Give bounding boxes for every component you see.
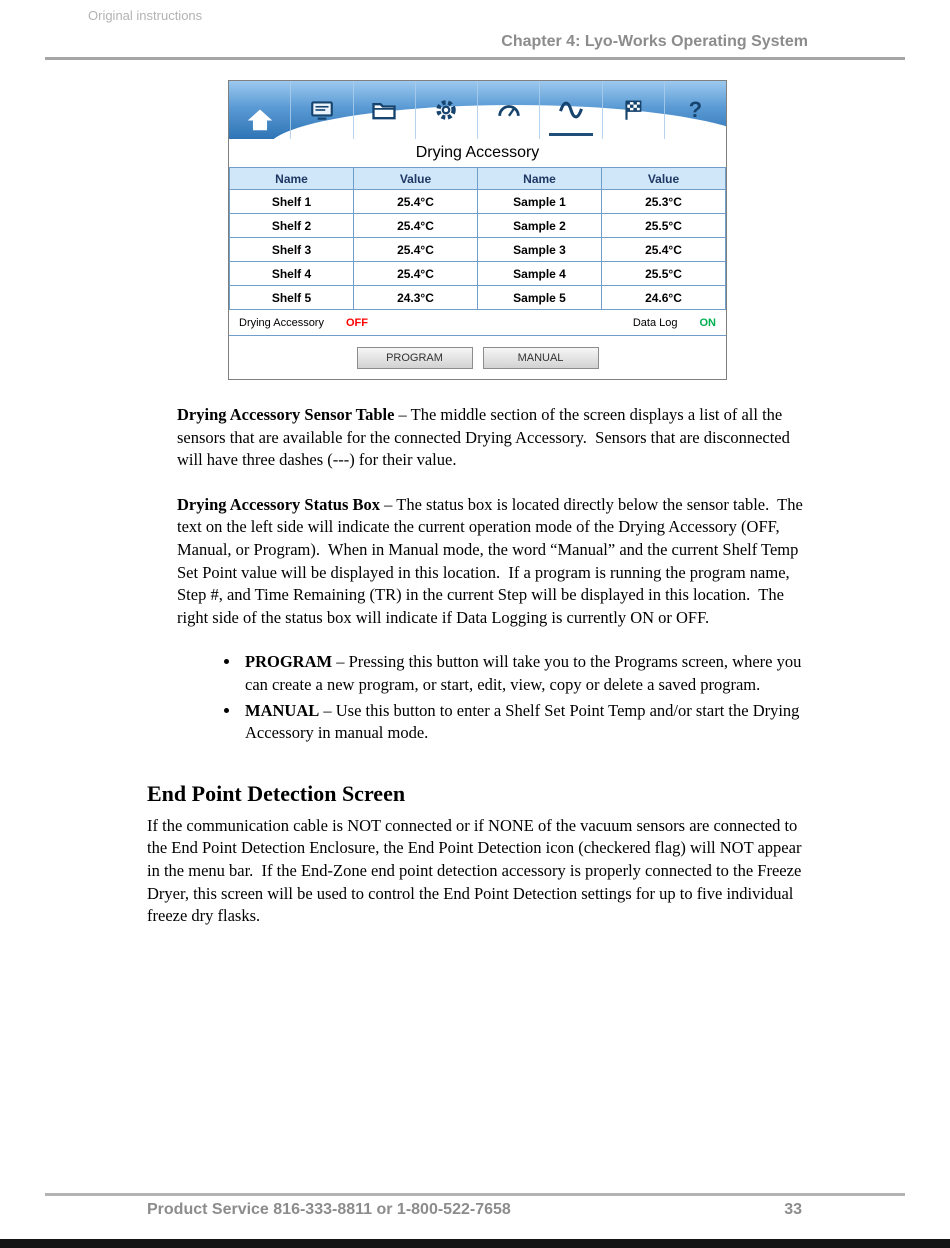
sensor-name: Sample 2	[478, 214, 602, 238]
status-mode-value: OFF	[345, 316, 368, 329]
sensor-value: 24.3°C	[354, 286, 478, 310]
footer-rule	[45, 1193, 905, 1196]
sensor-value: 25.4°C	[354, 190, 478, 214]
system-status-icon[interactable]	[290, 81, 352, 139]
programs-folder-icon[interactable]	[353, 81, 415, 139]
sensor-value: 25.4°C	[354, 214, 478, 238]
sensor-name: Sample 4	[478, 262, 602, 286]
column-header: Value	[602, 168, 726, 190]
page-number: 33	[784, 1201, 802, 1218]
page-bottom-edge	[0, 1239, 950, 1248]
sensor-value: 25.4°C	[602, 238, 726, 262]
original-instructions-label: Original instructions	[88, 8, 203, 23]
screen-title: Drying Accessory	[229, 139, 726, 167]
paragraph-text: – The status box is located directly below the sensor table. The text on the left side will indicate the current operation mode of the Drying Accessory (OFF, Manual, or Program). When in Manual mode, the word “Manual” and the current Shelf Temp Set Point value will be displayed in this location. If a program is running the program name, Step #, and Time Remaining (TR) in the current Step will be displayed in this location. The right side of the status box will indicate if Data Logging is currently ON or OFF.	[177, 494, 807, 627]
table-row	[230, 286, 726, 310]
list-item	[241, 651, 809, 696]
paragraph-status-box	[177, 494, 809, 630]
sensor-value: 25.3°C	[602, 190, 726, 214]
sensor-name: Sample 3	[478, 238, 602, 262]
button-description-list	[241, 651, 809, 744]
help-icon[interactable]	[664, 81, 726, 139]
bullet-lead-bold: MANUAL	[245, 700, 320, 720]
sensor-value: 25.5°C	[602, 214, 726, 238]
bullet-lead-bold: PROGRAM	[245, 652, 333, 672]
end-point-detection-icon[interactable]	[602, 81, 664, 139]
bullet-text: – Use this button to enter a Shelf Set Point Temp and/or start the Drying Accessory in manual mode.	[245, 700, 803, 743]
paragraph-sensor-table	[177, 404, 809, 472]
table-row	[230, 238, 726, 262]
table-row	[230, 214, 726, 238]
column-header: Name	[230, 168, 354, 190]
data-log-value: ON	[699, 316, 716, 329]
sensor-name: Sample 5	[478, 286, 602, 310]
lyo-works-screenshot	[228, 80, 727, 380]
bullet-text: – Pressing this button will take you to the Programs screen, where you can create a new program, or start, edit, view, copy or delete a saved program.	[245, 652, 806, 694]
table-row	[230, 262, 726, 286]
paragraph-text: – The middle section of the screen displays a list of all the sensors that are available for the connected Drying Accessory. Sensors that are disconnected will have three dashes (---) for their value.	[177, 405, 795, 470]
sensor-value: 25.4°C	[354, 238, 478, 262]
paragraph-end-point: If the communication cable is NOT connected or if NONE of the vacuum sensors are connected to the End Point Detection Enclosure, the End Point Detection icon (checkered flag) will NOT appear in the menu bar. If the End-Zone end point detection accessory is properly connected to the Freeze Dryer, this screen will be used to control the End Point Detection settings for up to five individual freeze dry flasks.	[147, 815, 806, 926]
data-log-label: Data Log	[632, 316, 678, 329]
help-glyph: ?	[688, 97, 703, 122]
list-item	[241, 700, 809, 745]
chapter-title: Chapter 4: Lyo-Works Operating System	[501, 33, 808, 50]
manual-button[interactable]: MANUAL	[483, 347, 599, 369]
program-button[interactable]: PROGRAM	[357, 347, 473, 369]
vacuum-gauge-icon[interactable]	[477, 81, 539, 139]
footer-service-line: Product Service 816-333-8811 or 1-800-522-7658	[147, 1201, 511, 1218]
sensor-name: Shelf 1	[230, 190, 354, 214]
sensor-value: 24.6°C	[602, 286, 726, 310]
toolbar	[229, 81, 726, 139]
status-box	[229, 310, 726, 336]
sensor-value: 25.5°C	[602, 262, 726, 286]
header-rule	[45, 57, 905, 60]
sensor-name: Shelf 2	[230, 214, 354, 238]
column-header: Value	[354, 168, 478, 190]
sensor-name: Shelf 3	[230, 238, 354, 262]
drying-accessory-icon[interactable]	[539, 81, 601, 139]
settings-icon[interactable]	[415, 81, 477, 139]
sensor-name: Sample 1	[478, 190, 602, 214]
paragraph-lead-bold: Drying Accessory Sensor Table	[177, 405, 395, 424]
paragraph-lead-bold: Drying Accessory Status Box	[177, 494, 381, 514]
status-mode-label: Drying Accessory	[239, 316, 324, 329]
sensor-name: Shelf 4	[230, 262, 354, 286]
column-header: Name	[478, 168, 602, 190]
sensor-table-header-row	[230, 168, 726, 190]
sensor-value: 25.4°C	[354, 262, 478, 286]
home-icon[interactable]	[229, 81, 290, 139]
sensor-table	[229, 167, 726, 310]
button-row	[229, 336, 726, 379]
section-heading: End Point Detection Screen	[147, 780, 406, 806]
sensor-name: Shelf 5	[230, 286, 354, 310]
table-row	[230, 190, 726, 214]
document-body	[147, 404, 809, 928]
